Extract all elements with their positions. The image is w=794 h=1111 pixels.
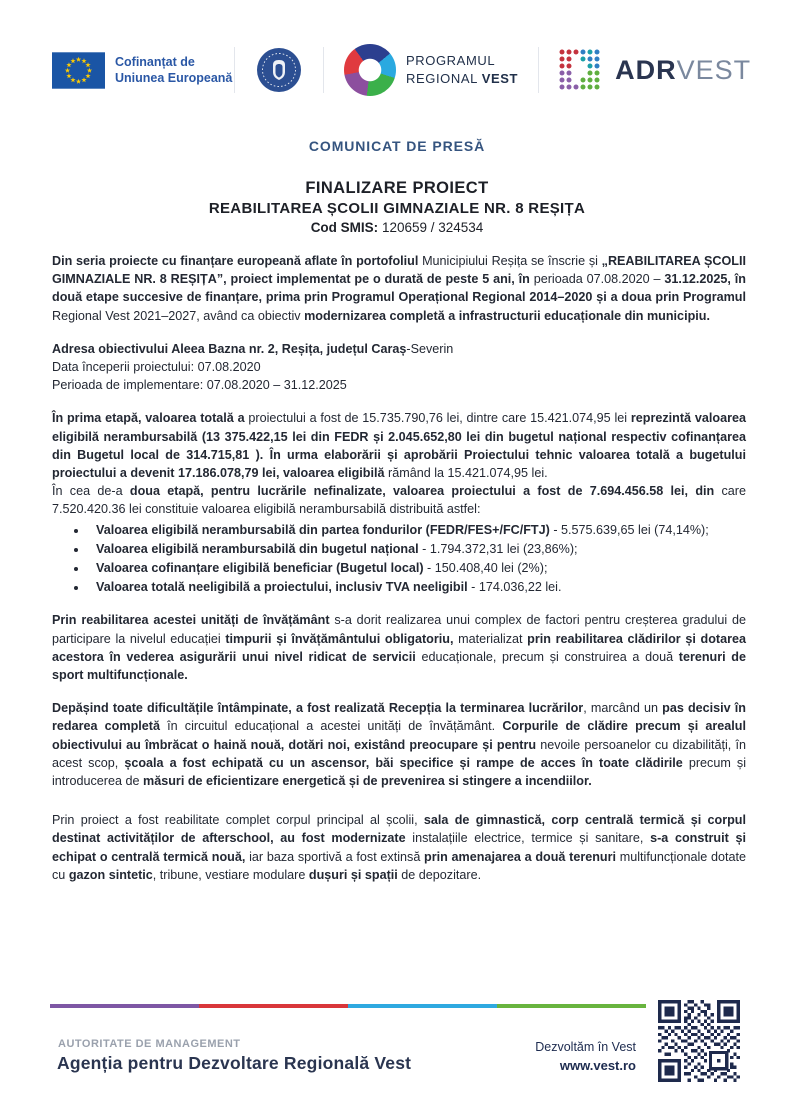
website-link[interactable]: www.vest.ro xyxy=(559,1058,636,1073)
stripe-segment-green xyxy=(497,1004,646,1008)
footer-stripe xyxy=(50,1004,646,1008)
adr-vest-logo xyxy=(557,47,751,93)
document-body xyxy=(52,252,746,884)
info-address: Adresa obiectivului Aleea Bazna nr. 2, Reșița, județul Caraș-Severin xyxy=(52,341,454,356)
agency-name: Agenția pentru Dezvoltare Regională Vest xyxy=(57,1053,412,1073)
list-item: • Valoarea eligibilă nerambursabilă din bugetul național - 1.794.372,31 lei (23,86%); xyxy=(88,540,746,558)
list-item: • Valoarea eligibilă nerambursabilă din partea fondurilor (FEDR/FES+/FC/FTJ) - 5.575.639,65 lei (74,14%); xyxy=(88,521,746,539)
stripe-segment-red xyxy=(199,1004,348,1008)
list-item: • Valoarea totală neeligibilă a proiectului, inclusiv TVA neeligibil - 174.036,22 lei. xyxy=(88,578,746,596)
footer-tagline-block xyxy=(535,1040,636,1073)
header-logos xyxy=(0,0,794,100)
gov-seal-icon xyxy=(255,46,303,94)
paragraph-stage-one: În prima etapă, valoarea totală a proiectului a fost de 15.735.790,76 lei, dintre care 15.421.074,95 lei reprezintă valoarea eligibilă nerambursabilă (13 375.422,15 lei din FEDR și 2.045.652,80 lei din bugetul național respectiv cofinanțarea din Bugetul local de 314.715,81 ). În urma elaborării și aprobării Proiectului tehnic valoarea totală a bugetului proiectului a devenit 17.186.078,79 lei, valoarea eligibilă rămând la 15.421.074,95 lei. xyxy=(52,411,746,481)
smis-code: Cod SMIS: 120659 / 324534 xyxy=(310,220,484,235)
project-info-block xyxy=(52,340,746,395)
paragraph-reception: Depășind toate dificultățile întâmpinate, a fost realizată Recepția la terminarea lucrărilor, marcând un pas decisiv în redarea completă în circuitul educațional a acestei unități de învățământ. Corpurile de clădire precum și arealul obiectivului au îmbrăcat o haină nouă, dotări noi, existând preocupare și pentru nevoile persoanelor cu dizabilități, în acest scop, școala a fost echipată cu un ascensor, băi specifice și rampe de acces în toate clădirile precum și introducerea de măsuri de eficientizare energetică și de prevenirea si stingere a incendiilor. xyxy=(52,701,747,789)
page-title: FINALIZARE PROIECT xyxy=(305,179,489,197)
press-release-kicker: COMUNICAT DE PRESĂ xyxy=(308,138,486,154)
prv-logo-caption: PROGRAMUL REGIONAL VEST xyxy=(406,53,519,86)
paragraph-works-summary: Prin proiect a fost reabilitate complet corpul principal al școlii, sala de gimnastică, corp centrală termică și corpul destinat activităților de afterschool, au fost modernizate instalațiile electrice, termice și sanitare, s-a construit și echipat o centrală termică nouă, iar baza sportivă a fost extinsă prin amenajarea a două terenuri multifuncționale dotate cu gazon sintetic, tribune, vestiare modulare dușuri și spații de depozitare. xyxy=(52,813,747,882)
paragraph-stage-two: În cea de-a doua etapă, pentru lucrările nefinalizate, valoarea proiectului a fost de 7.694.456.58 lei, din care 7.520.420.36 lei constituie valoarea eligibilă nerambursabilă distribuită astfel: xyxy=(52,484,746,517)
prv-swirl-icon xyxy=(344,44,396,96)
footer-tagline: Dezvoltăm în Vest xyxy=(535,1040,636,1054)
funding-breakdown-list xyxy=(52,521,746,597)
adr-logo-caption: ADRVEST xyxy=(615,54,752,85)
eu-cofunded-logo xyxy=(52,52,234,89)
info-start-date: Data începerii proiectului: 07.08.2020 xyxy=(52,360,261,375)
stripe-segment-purple xyxy=(50,1004,199,1008)
info-implementation-period: Perioada de implementare: 07.08.2020 – 31.12.2025 xyxy=(52,378,347,393)
list-item: • Valoarea cofinanțare eligibilă beneficiar (Bugetul local) - 150.408,40 lei (2%); xyxy=(88,559,746,577)
header-divider xyxy=(234,47,235,93)
eu-logo-caption: Cofinanțat de Uniunea Europeană xyxy=(115,54,233,85)
adr-dots-icon xyxy=(557,47,603,93)
project-title: REABILITAREA ȘCOLII GIMNAZIALE NR. 8 REȘIȚA xyxy=(208,200,586,217)
paragraph-intro: Din seria proiecte cu finanțare europeană aflate în portofoliul Municipiului Reșița se înscrie și „REABILITAREA ȘCOLII GIMNAZIALE NR. 8 REȘIȚA”, proiect implementat pe o durată de peste 5 ani, în perioada 07.08.2020 – 31.12.2025, în două etape succesive de finanțare, prima prin Programul Operațional Regional 2014–2020 și a doua prin Programul Regional Vest 2021–2027, având ca obiectiv modernizarea completă a infrastructurii educaționale din municipiu. xyxy=(52,254,746,323)
eu-flag-icon xyxy=(52,52,105,89)
header-divider xyxy=(538,47,539,93)
romanian-government-logo xyxy=(255,46,303,94)
header-divider xyxy=(323,47,324,93)
qr-code xyxy=(658,1000,740,1082)
paragraph-rehabilitation-goal: Prin reabilitarea acestei unități de învățământ s-a dorit realizarea unui complex de factori pentru creșterea gradului de participare la nivelul educației timpurii și învățământului obligatoriu, materializat prin reabilitarea clădirilor și dotarea acestora în vederea asigurării unui nivel ridicat de servicii educaționale, precum și construirea a două terenuri de sport multifuncționale. xyxy=(52,613,746,683)
authority-label: AUTORITATE DE MANAGEMENT xyxy=(58,1038,241,1050)
stripe-segment-blue xyxy=(348,1004,497,1008)
programul-regional-vest-logo xyxy=(344,44,518,96)
footer xyxy=(0,1000,794,1111)
